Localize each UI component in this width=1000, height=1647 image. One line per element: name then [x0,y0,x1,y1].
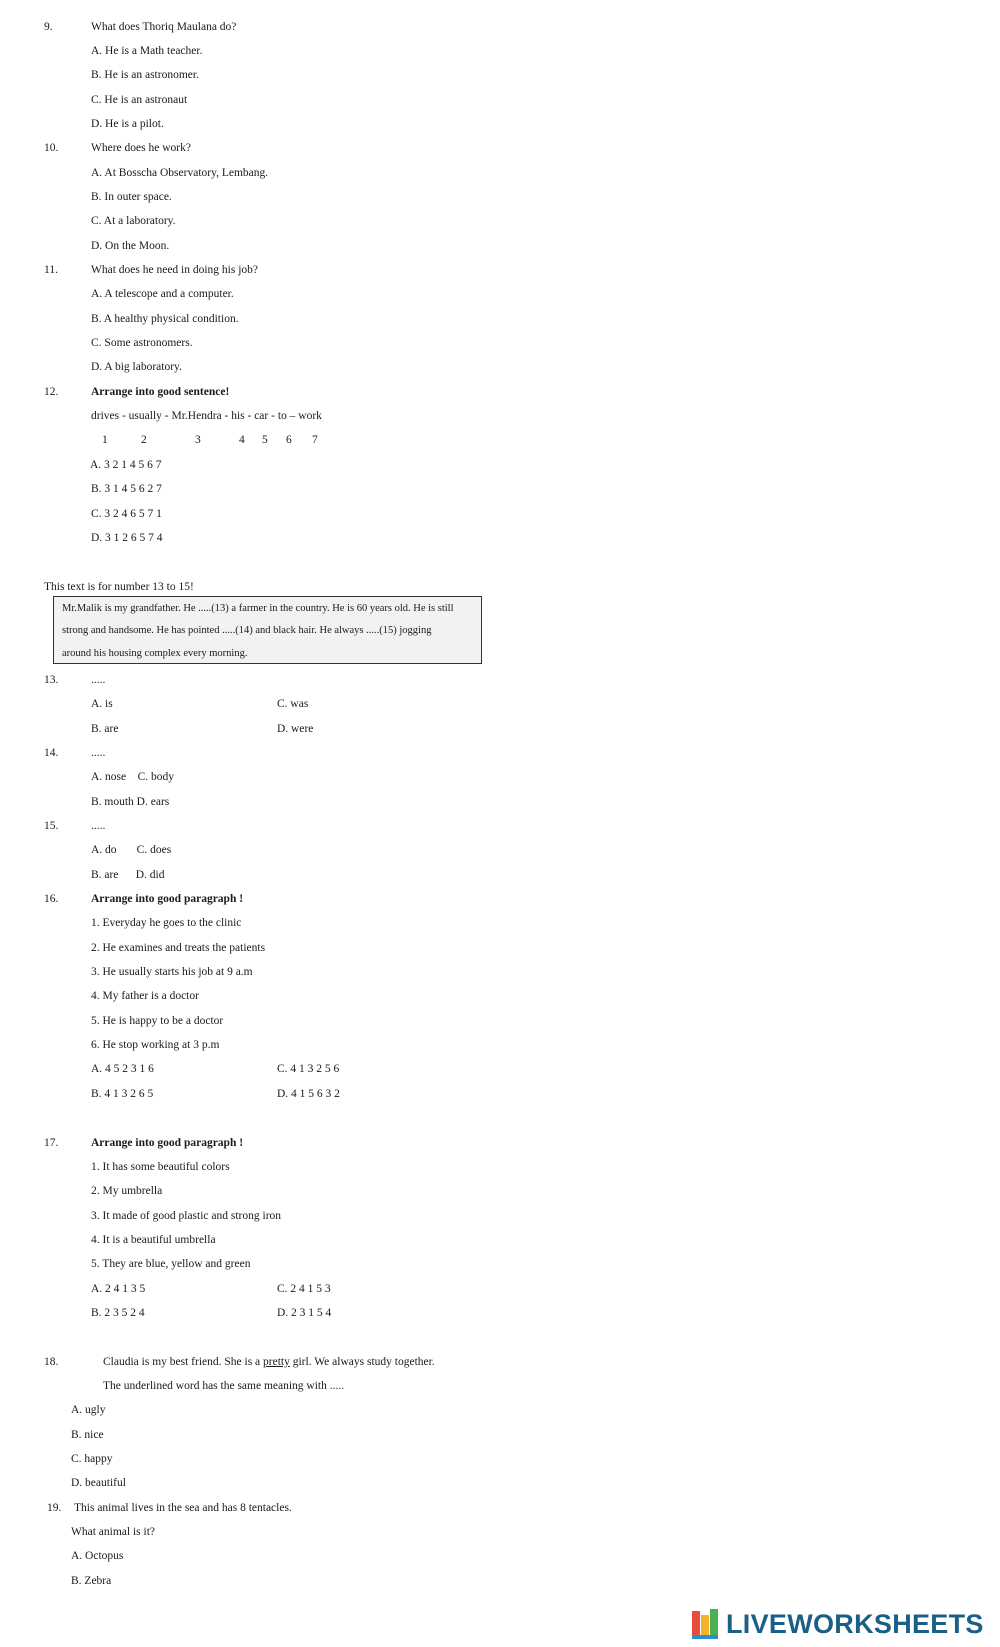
question-number: 12. [44,386,59,398]
option[interactable]: A. He is a Math teacher. [91,45,203,57]
option[interactable]: A. 3 2 1 4 5 6 7 [90,459,162,471]
option[interactable]: B. In outer space. [91,191,172,203]
option[interactable]: D. were [277,723,314,735]
question-number: 19. [47,1502,62,1514]
question-text: ..... [91,747,106,759]
option[interactable]: B. are [91,723,119,735]
underlined-word: pretty [263,1356,290,1368]
option[interactable]: C. At a laboratory. [91,215,176,227]
option[interactable]: A. ugly [71,1404,106,1416]
passage-line: strong and handsome. He has pointed .....(14) and black hair. He always .....(15) jogging [62,625,432,636]
option[interactable]: B. mouth D. ears [91,796,170,808]
logo-icon [692,1609,722,1639]
passage-intro: This text is for number 13 to 15! [44,581,194,593]
question-text: Where does he work? [91,142,191,154]
option[interactable]: D. On the Moon. [91,240,170,252]
question-number: 11. [44,264,58,276]
word-number: 3 [195,434,201,446]
list-item: 1. Everyday he goes to the clinic [91,917,242,929]
word-number: 7 [312,434,318,446]
word-number: 5 [262,434,268,446]
word-number: 2 [141,434,147,446]
option[interactable]: C. happy [71,1453,113,1465]
option[interactable]: A. nose C. body [91,771,175,783]
question-number: 17. [44,1137,59,1149]
question-number: 15. [44,820,59,832]
option[interactable]: C. 4 1 3 2 5 6 [277,1063,340,1075]
list-item: 3. He usually starts his job at 9 a.m [91,966,253,978]
option[interactable]: C. was [277,698,309,710]
option[interactable]: B. nice [71,1429,104,1441]
list-item: 2. He examines and treats the patients [91,942,266,954]
liveworksheets-logo [692,1609,984,1639]
list-item: 3. It made of good plastic and strong iron [91,1210,282,1222]
question-text: ..... [91,820,106,832]
option[interactable]: A. do C. does [91,844,172,856]
question-text: Arrange into good paragraph ! [91,893,244,905]
option[interactable]: A. 4 5 2 3 1 6 [91,1063,154,1075]
option[interactable]: C. He is an astronaut [91,94,188,106]
question-text: This animal lives in the sea and has 8 tentacles. [74,1502,292,1514]
question-text: ..... [91,674,106,686]
option[interactable]: D. He is a pilot. [91,118,164,130]
list-item: 6. He stop working at 3 p.m [91,1039,220,1051]
question-number: 16. [44,893,59,905]
question-text: Arrange into good paragraph ! [91,1137,244,1149]
option[interactable]: A. 2 4 1 3 5 [91,1283,146,1295]
option[interactable]: B. 2 3 5 2 4 [91,1307,145,1319]
option[interactable]: A. is [91,698,113,710]
list-item: 5. They are blue, yellow and green [91,1258,251,1270]
list-item: 4. It is a beautiful umbrella [91,1234,216,1246]
question-text: Claudia is my best friend. She is a pretty girl. We always study together. [103,1356,435,1368]
word-number: 6 [286,434,292,446]
question-prompt: What animal is it? [71,1526,155,1538]
option[interactable]: D. 3 1 2 6 5 7 4 [91,532,163,544]
list-item: 4. My father is a doctor [91,990,199,1002]
option[interactable]: B. A healthy physical condition. [91,313,239,325]
option[interactable]: A. Octopus [71,1550,124,1562]
question-number: 13. [44,674,59,686]
word-number: 4 [239,434,245,446]
word-number: 1 [102,434,108,446]
list-item: 2. My umbrella [91,1185,163,1197]
passage-box [53,596,482,664]
question-number: 10. [44,142,59,154]
list-item: 1. It has some beautiful colors [91,1161,230,1173]
question-text: What does he need in doing his job? [91,264,259,276]
option[interactable]: B. are D. did [91,869,165,881]
option[interactable]: D. beautiful [71,1477,126,1489]
question-number: 14. [44,747,59,759]
question-prompt: The underlined word has the same meaning with ..... [103,1380,345,1392]
option[interactable]: A. At Bosscha Observatory, Lembang. [91,167,269,179]
question-number: 18. [44,1356,59,1368]
question-number: 9. [44,21,53,33]
question-text: Arrange into good sentence! [91,386,230,398]
word-list: drives - usually - Mr.Hendra - his - car - to – work [91,410,322,422]
option[interactable]: B. Zebra [71,1575,112,1587]
option[interactable]: B. 4 1 3 2 6 5 [91,1088,154,1100]
option[interactable]: C. 3 2 4 6 5 7 1 [91,508,162,520]
logo-text: LIVEWORKSHEETS [726,1609,984,1639]
option[interactable]: C. Some astronomers. [91,337,193,349]
passage-line: Mr.Malik is my grandfather. He .....(13) a farmer in the country. He is 60 years old. He is still [62,603,454,614]
list-item: 5. He is happy to be a doctor [91,1015,224,1027]
option[interactable]: D. 4 1 5 6 3 2 [277,1088,340,1100]
option[interactable]: B. 3 1 4 5 6 2 7 [91,483,162,495]
option[interactable]: B. He is an astronomer. [91,69,199,81]
passage-line: around his housing complex every morning. [62,648,248,659]
option[interactable]: D. 2 3 1 5 4 [277,1307,332,1319]
question-text: What does Thoriq Maulana do? [91,21,237,33]
option[interactable]: D. A big laboratory. [91,361,182,373]
option[interactable]: C. 2 4 1 5 3 [277,1283,331,1295]
option[interactable]: A. A telescope and a computer. [91,288,234,300]
